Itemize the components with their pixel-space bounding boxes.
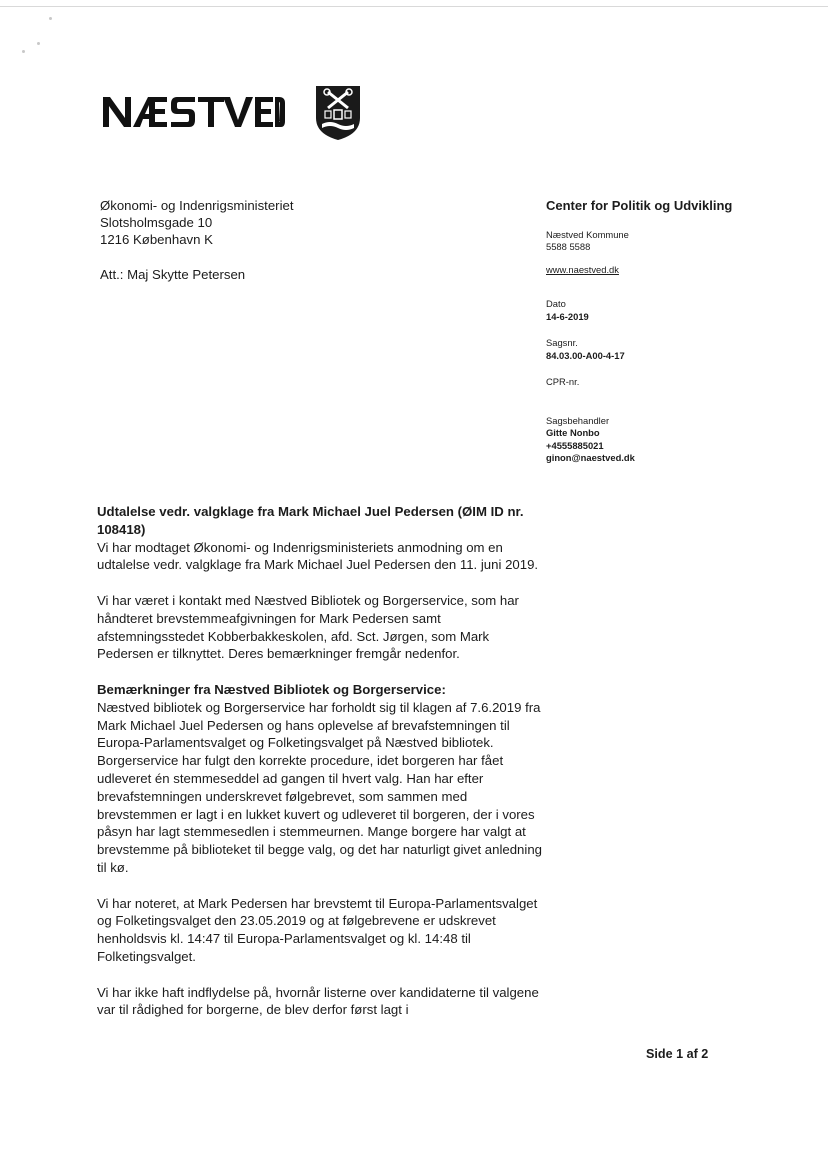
letter-body (97, 503, 545, 1037)
website-link[interactable]: www.naestved.dk (546, 263, 619, 275)
handler-email[interactable]: ginon@naestved.dk (546, 452, 635, 463)
page-number: Side 1 af 2 (646, 1047, 709, 1061)
naestved-logo (103, 93, 285, 129)
case-value: 84.03.00-A00-4-17 (546, 349, 625, 361)
recipient-line: Slotsholmsgade 10 (100, 215, 213, 230)
case-label: Sagsnr. (546, 337, 578, 348)
sender-info (546, 200, 732, 465)
recipient-address (100, 197, 294, 248)
scan-speck (22, 50, 25, 53)
department-name: Center for Politik og Udvikling (546, 198, 733, 213)
date-value: 14-6-2019 (546, 310, 589, 322)
recipient-line: Økonomi- og Indenrigsministeriet (100, 198, 294, 213)
paragraph: Næstved bibliotek og Borgerservice har forholdt sig til klagen af 7.6.2019 fra Mark Michael Juel Pedersen og hans oplevelse af brevafstemningen til Europa-Parlamentsvalget og Folketingsvalget på Næstved bibliotek. Borgerservice har fulgt den korrekte procedure, idet borgeren har fået udleveret én stemmeseddel ad gangen til hvert valg. Han har efter brevafstemningen underskrevet følgebrevet, som sammen med brevstemmen er lagt i en lukket kuvert og udleveret til borgeren, der i vores påsyn har lagt stemmesedlen i stemmeurnen. Mange borgere har valgt at brevstemme på biblioteket til begge valg, og det har naturligt givet anledning til kø. (97, 699, 542, 875)
letter-title: Udtalelse vedr. valgklage fra Mark Michael Juel Pedersen (ØIM ID nr. 108418) (97, 504, 524, 537)
scan-edge-line (0, 6, 828, 7)
section-heading: Bemærkninger fra Næstved Bibliotek og Borgerservice: (97, 681, 446, 697)
org-phone: 5588 5588 (546, 241, 591, 252)
recipient-line: 1216 København K (100, 232, 213, 247)
scan-speck (37, 42, 40, 45)
scan-speck (49, 17, 52, 20)
handler-phone: +4555885021 (546, 439, 604, 451)
org-name: Næstved Kommune (546, 228, 629, 240)
cpr-label: CPR-nr. (546, 376, 580, 387)
date-label: Dato (546, 298, 566, 309)
coat-of-arms-icon (314, 84, 362, 142)
attention-line: Att.: Maj Skytte Petersen (100, 267, 246, 282)
paragraph: Vi har været i kontakt med Næstved Bibliotek og Borgerservice, som har håndteret brevstemmeafgivningen for Mark Pedersen samt afstemningsstedet Kobberbakkeskolen, afd. Sct. Jørgen, som Mark Pedersen er tilknyttet. Deres bemærkninger fremgår nedenfor. (97, 592, 519, 662)
paragraph: Vi har ikke haft indflydelse på, hvornår listerne over kandidaterne til valgene var til rådighed for borgerne, de blev derfor først lagt i (97, 984, 539, 1018)
handler-label: Sagsbehandler (546, 414, 610, 426)
handler-name: Gitte Nonbo (546, 427, 600, 438)
paragraph: Vi har noteret, at Mark Pedersen har brevstemt til Europa-Parlamentsvalget og Folketingsvalget den 23.05.2019 og at følgebrevene er udskrevet henholdsvis kl. 14:47 til Europa-Parlamentsvalget og kl. 14:48 til Folketingsvalget. (97, 895, 538, 964)
paragraph: Vi har modtaget Økonomi- og Indenrigsministeriets anmodning om en udtalelse vedr. valgklage fra Mark Michael Juel Pedersen den 11. juni 2019. (97, 539, 539, 573)
